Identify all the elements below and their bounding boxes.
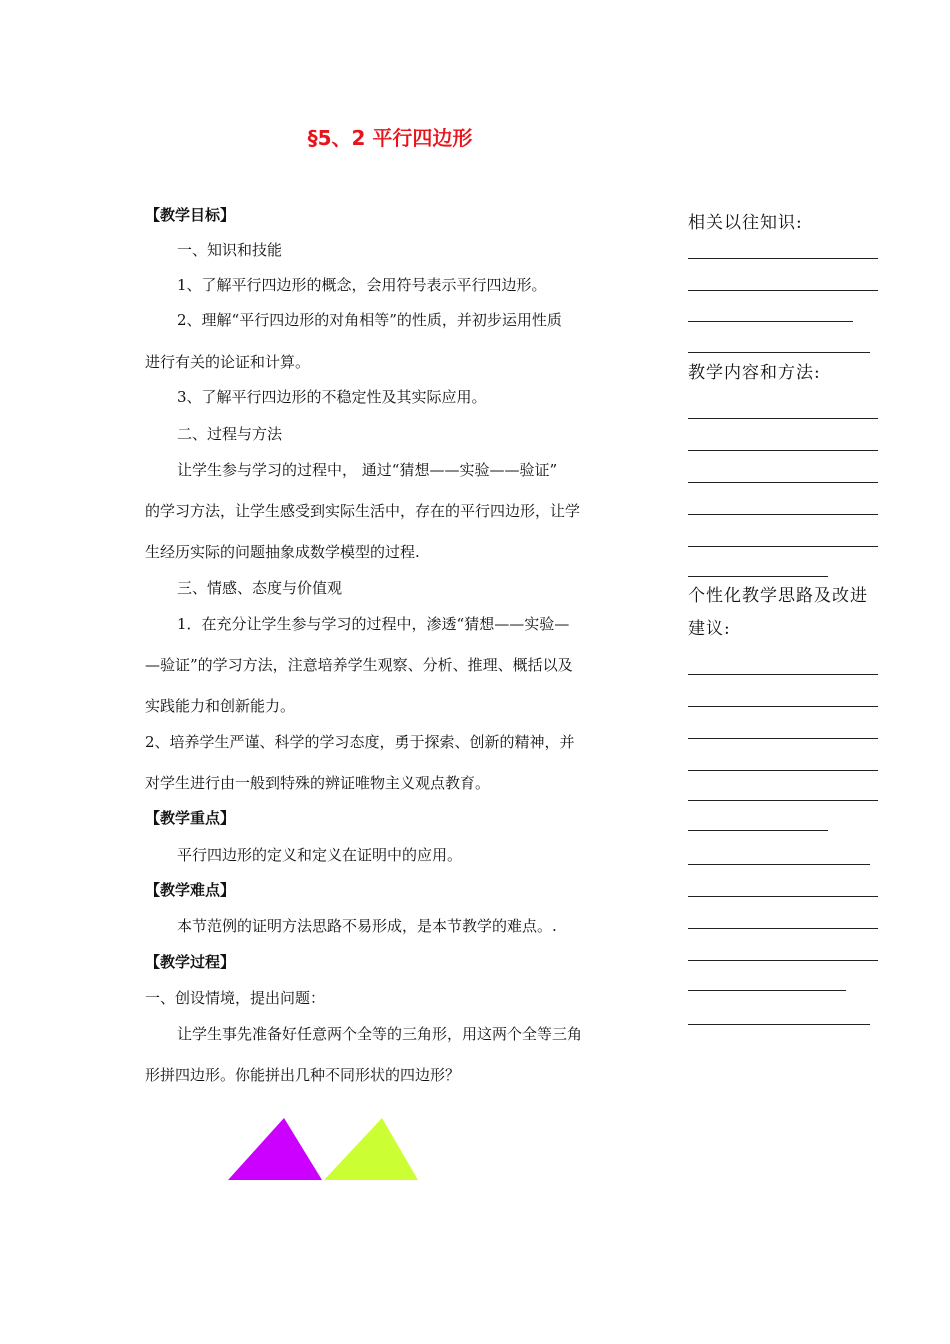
- process-text: 让学生参与学习的过程中， 通过“猜想——实验——验证”: [177, 461, 558, 479]
- writing-line: [688, 706, 878, 707]
- writing-line: [688, 321, 853, 322]
- margin-heading-prior-knowledge: 相关以往知识:: [688, 213, 803, 233]
- margin-heading-personal-ideas-cont: 建议:: [688, 619, 731, 639]
- emotion-item-2: 2、培养学生严谨、科学的学习态度，勇于探索、创新的精神，并: [145, 733, 575, 751]
- writing-line: [688, 576, 828, 577]
- triangle-left: [228, 1118, 322, 1180]
- difficulties-text: 本节范例的证明方法思路不易形成，是本节教学的难点。.: [177, 917, 557, 935]
- process-step-1-text-cont: 形拼四边形。你能拼出几种不同形状的四边形？: [145, 1066, 461, 1084]
- writing-line: [688, 418, 878, 419]
- writing-line: [688, 800, 878, 801]
- objective-item-1: 1、了解平行四边形的概念，会用符号表示平行四边形。: [177, 276, 547, 294]
- writing-line: [688, 290, 878, 291]
- subheading-emotion: 三、情感、态度与价值观: [177, 579, 343, 597]
- process-step-1-text: 让学生事先准备好任意两个全等的三角形，用这两个全等三角: [177, 1025, 583, 1043]
- writing-line: [688, 928, 878, 929]
- writing-line: [688, 482, 878, 483]
- objective-item-3: 3、了解平行四边形的不稳定性及其实际应用。: [177, 388, 487, 406]
- section-heading-difficulties: 【教学难点】: [145, 881, 236, 899]
- writing-line: [688, 990, 846, 991]
- writing-line: [688, 450, 878, 451]
- section-heading-process: 【教学过程】: [145, 953, 236, 971]
- margin-heading-personal-ideas: 个性化教学思路及改进: [688, 586, 868, 606]
- process-text-cont-1: 的学习方法，让学生感受到实际生活中，存在的平行四边形，让学: [145, 502, 581, 520]
- subheading-process: 二、过程与方法: [177, 425, 283, 443]
- section-heading-objectives: 【教学目标】: [145, 206, 236, 224]
- writing-line: [688, 674, 878, 675]
- emotion-item-2-cont: 对学生进行由一般到特殊的辨证唯物主义观点教育。: [145, 774, 491, 792]
- key-points-text: 平行四边形的定义和定义在证明中的应用。: [177, 846, 463, 864]
- writing-line: [688, 896, 878, 897]
- process-step-1: 一、创设情境，提出问题：: [145, 989, 326, 1007]
- objective-item-2-cont: 进行有关的论证和计算。: [145, 353, 311, 371]
- emotion-item-1: 1．在充分让学生参与学习的过程中，渗透“猜想——实验—: [177, 615, 570, 633]
- process-text-cont-2: 生经历实际的问题抽象成数学模型的过程.: [145, 543, 420, 561]
- section-heading-key-points: 【教学重点】: [145, 809, 236, 827]
- emotion-item-1-cont-1: —验证”的学习方法，注意培养学生观察、分析、推理、概括以及: [145, 656, 573, 674]
- writing-line: [688, 770, 878, 771]
- writing-line: [688, 352, 870, 353]
- objective-item-2: 2、理解“平行四边形的对角相等”的性质，并初步运用性质: [177, 311, 562, 329]
- writing-line: [688, 514, 878, 515]
- writing-line: [688, 960, 878, 961]
- writing-line: [688, 830, 828, 831]
- triangle-right: [324, 1118, 418, 1180]
- writing-line: [688, 864, 870, 865]
- emotion-item-1-cont-2: 实践能力和创新能力。: [145, 697, 296, 715]
- writing-line: [688, 1024, 870, 1025]
- subheading-knowledge: 一、知识和技能: [177, 241, 283, 259]
- page-title: §5、2 平行四边形: [307, 126, 473, 150]
- margin-heading-content-methods: 教学内容和方法:: [688, 363, 821, 383]
- writing-line: [688, 258, 878, 259]
- congruent-triangles-figure: [228, 1116, 420, 1182]
- writing-line: [688, 738, 878, 739]
- writing-line: [688, 546, 878, 547]
